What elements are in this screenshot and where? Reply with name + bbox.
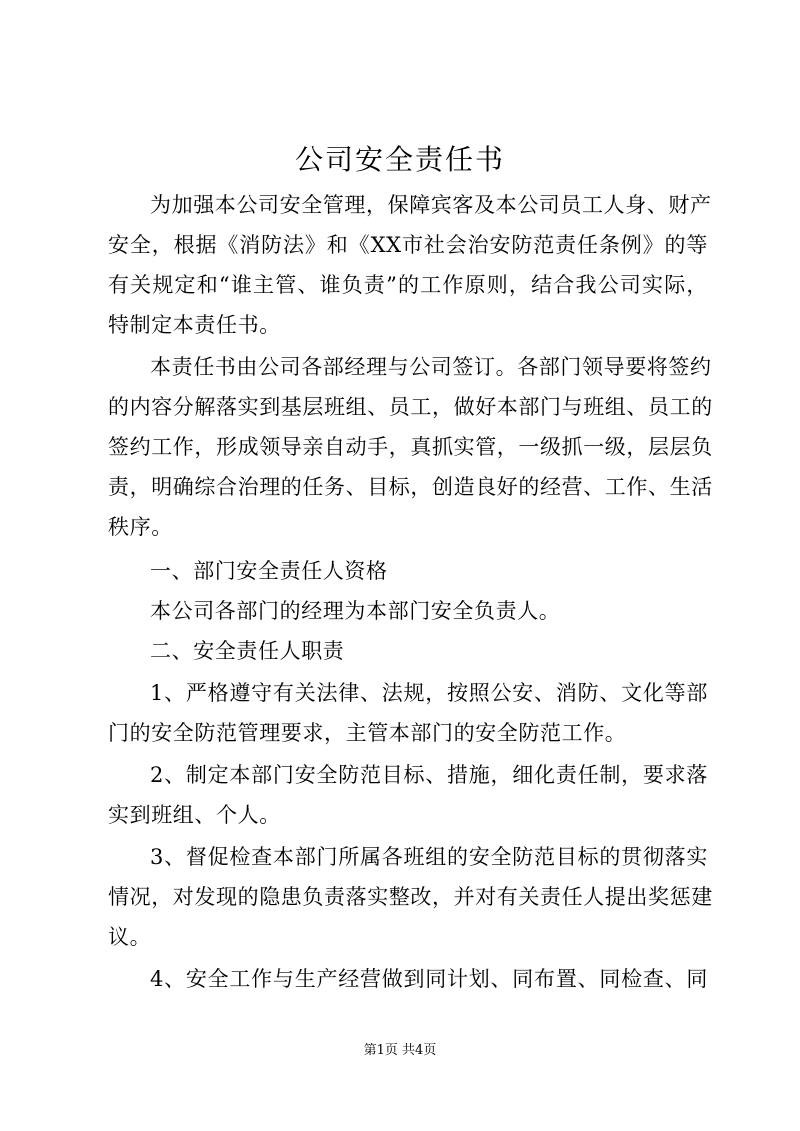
paragraph-line: 实到班组、个人。 bbox=[108, 803, 281, 827]
paragraph-line: 签约工作，形成领导亲自动手，真抓实管，一级抓一级，层层负 bbox=[108, 435, 713, 459]
paragraph-line: 有关规定和“谁主管、谁负责”的工作原则，结合我公司实际， bbox=[108, 273, 708, 297]
section-heading: 一、部门安全责任人资格 bbox=[150, 559, 388, 583]
paragraph-line: 秩序。 bbox=[108, 515, 173, 539]
paragraph-line: 2、制定本部门安全防范目标、措施，细化责任制，要求落 bbox=[150, 763, 708, 787]
page-footer: 第1页 共4页 bbox=[363, 1043, 437, 1058]
paragraph-line: 1、严格遵守有关法律、法规，按照公安、消防、文化等部 bbox=[150, 681, 708, 705]
paragraph-line: 4、安全工作与生产经营做到同计划、同布置、同检查、同 bbox=[150, 967, 708, 991]
paragraph-line: 为加强本公司安全管理，保障宾客及本公司员工人身、财产 bbox=[150, 193, 712, 217]
paragraph-line: 情况，对发现的隐患负责落实整改，并对有关责任人提出奖惩建 bbox=[108, 885, 713, 909]
paragraph-line: 的内容分解落实到基层班组、员工，做好本部门与班组、员工的 bbox=[108, 395, 713, 419]
document-title: 公司安全责任书 bbox=[294, 143, 505, 176]
paragraph-line: 议。 bbox=[108, 925, 152, 949]
paragraph-line: 3、督促检查本部门所属各班组的安全防范目标的贯彻落实 bbox=[150, 845, 708, 869]
section-heading: 二、安全责任人职责 bbox=[150, 639, 345, 663]
paragraph-line: 安全，根据《消防法》和《XX市社会治安防范责任条例》的等 bbox=[108, 233, 708, 257]
paragraph-line: 本公司各部门的经理为本部门安全负责人。 bbox=[150, 599, 561, 623]
paragraph-line: 责，明确综合治理的任务、目标，创造良好的经营、工作、生活 bbox=[108, 475, 713, 499]
paragraph-line: 门的安全防范管理要求，主管本部门的安全防范工作。 bbox=[108, 721, 627, 745]
paragraph-line: 特制定本责任书。 bbox=[108, 313, 281, 337]
paragraph-line: 本责任书由公司各部经理与公司签订。各部门领导要将签约 bbox=[150, 355, 712, 379]
